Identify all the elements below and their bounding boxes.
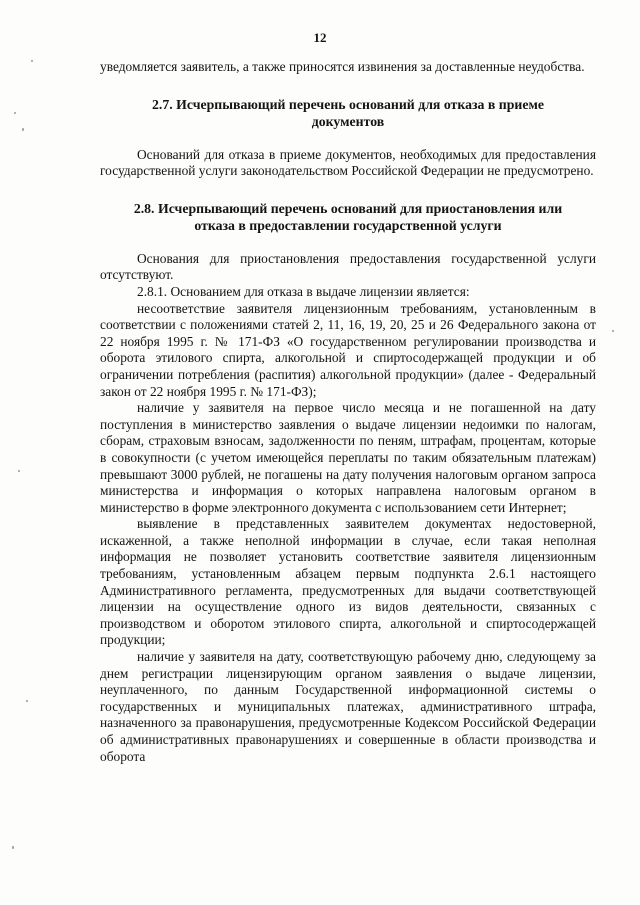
section-heading: 2.7. Исчерпывающий перечень оснований для отказа в приеме документов xyxy=(152,96,544,129)
body-paragraph: выявление в представленных заявителем документах недостоверной, искаженной, а также неполной информации в случае, если такая неполная информация не позволяет установить соответствие заявителя лицензионным требованиям, установленным абзацем первым подпункта 2.6.1 настоящего Административного регламента, предусмотренных для выдачи соответствующей лицензии на осуществление одного из видов деятельности, связанных с производством и оборотом этилового спирта, алкогольной и спиртосодержащей продукции; xyxy=(100,516,596,648)
scan-speck xyxy=(14,112,16,114)
scan-speck xyxy=(18,470,20,472)
body-paragraph: наличие у заявителя на первое число месяца и не погашенной на дату поступления в министерство заявления о выдаче лицензии недоимки по налогам, сборам, страховым взносам, задолженности по пеням, штрафам, процентам, которые в совокупности (с учетом имеющейся переплаты по таким обязательным платежам) превышают 3000 рублей, не погашены на дату получения налоговым органом запроса министерства и информация о которых направлена налоговым органом в министерство в форме электронного документа с использованием сети Интернет; xyxy=(100,400,596,515)
scan-speck xyxy=(22,128,24,131)
scan-speck xyxy=(12,846,14,849)
body-paragraph: 2.8.1. Основанием для отказа в выдаче лицензии является: xyxy=(137,283,470,299)
document-body xyxy=(100,59,596,765)
page-number: 12 xyxy=(313,30,327,45)
section-heading: 2.8. Исчерпывающий перечень оснований для приостановления или отказа в предоставлении государственной услуги xyxy=(133,200,563,233)
scan-speck xyxy=(612,330,614,332)
scan-speck xyxy=(26,700,28,702)
body-paragraph: Оснований для отказа в приеме документов, необходимых для предоставления государственной услуги законодательством Российской Федерации не предусмотрено. xyxy=(100,146,596,179)
body-paragraph: Основания для приостановления предоставления государственной услуги отсутствуют. xyxy=(100,250,596,283)
scan-speck xyxy=(31,60,33,62)
body-paragraph: несоответствие заявителя лицензионным требованиям, установленным в соответствии с положениями статей 2, 11, 16, 19, 20, 25 и 26 Федерального закона от 22 ноября 1995 г. № 171-ФЗ «О государственном регулировании производства и оборота этилового спирта, алкогольной и спиртосодержащей продукции и об ограничении потребления (распития) алкогольной продукции» (далее - Федеральный закон от 22 ноября 1995 г. № 171-ФЗ); xyxy=(100,300,596,399)
body-paragraph: наличие у заявителя на дату, соответствующую рабочему дню, следующему за днем регистрации лицензирующим органом заявления о выдаче лицензии, неуплаченного, по данным Государственной информационной системы о государственных и муниципальных платежах, административного штрафа, назначенного за правонарушения, предусмотренные Кодексом Российской Федерации об административных правонарушениях и совершенные в области производства и оборота xyxy=(100,649,596,764)
body-paragraph: уведомляется заявитель, а также приносятся извинения за доставленные неудобства. xyxy=(100,59,585,74)
